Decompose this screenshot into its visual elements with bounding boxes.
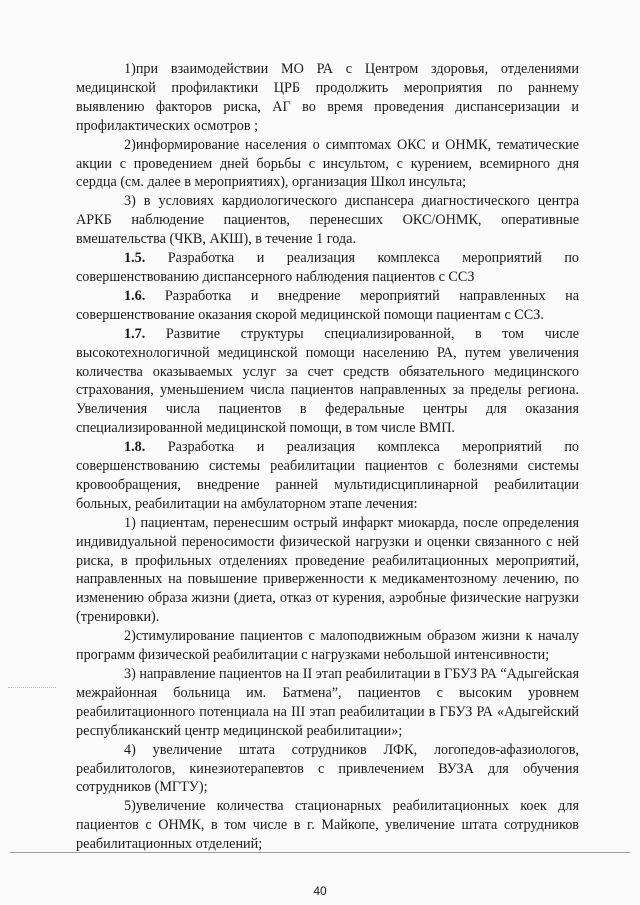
paragraph-1-6: 1.6. Разработка и внедрение мероприятий направленных на совершенствование оказания скорой медицинской помощи пациентам с ССЗ. (76, 287, 580, 323)
scan-artifact (8, 687, 56, 688)
rehab-item-5: 5)увеличение количества стационарных реабилитационных коек для пациентов с ОНМК, в том числе в г. Майкопе, увеличение штата сотрудников реабилитационных отделений; (76, 798, 579, 853)
paragraph-item-2: 2)информирование населения о симптомах ОКС и ОНМК, тематические акции с проведением дней борьбы с инсультом, с курением, всемирного дня сердца (см. далее в мероприятиях), организация Школ инсульта; (76, 136, 579, 191)
section-number: 1.7. (124, 325, 146, 342)
footer-divider (10, 852, 630, 853)
paragraph-1-5: 1.5. Разработка и реализация комплекса мероприятий по совершенствованию диспансерного наблюдения пациентов с ССЗ (76, 250, 580, 285)
paragraph-1-8: 1.8. Разработка и реализация комплекса мероприятий по совершенствованию системы реабилитации пациентов с болезнями системы кровообращения, внедрение ранней мультидисциплинарной реабилитации больных, реабилитации на амбулаторном этапе лечения: (76, 439, 580, 512)
rehab-item-4: 4) увеличение штата сотрудников ЛФК, логопедов-афазиологов, реабилитологов, кинезиотерапевтов с привлечением ВУЗА для обучения сотрудников (МГТУ); (76, 741, 579, 796)
page-number: 40 (313, 884, 327, 898)
section-number: 1.8. (124, 439, 146, 456)
rehab-item-3: 3) направление пациентов на II этап реабилитации в ГБУЗ РА “Адыгейская межрайонная больница им. Батмена”, пациентов с высоким уровнем реабилитационного потенциала на III этап реабилитации в ГБУЗ РА «Адыгейский республиканский центр медицинской реабилитации»; (76, 666, 579, 739)
paragraph-1-7: 1.7. Развитие структуры специализированной, в том числе высокотехнологичной медицинской помощи населению РА, путем увеличения количества оказываемых услуг за счет средств обязательного медицинского страхования, уменьшением числа пациентов направленных за пределы региона. Увеличения числа пациентов в федеральные центры для оказания специализированной медицинской помощи, в том числе ВМП. (76, 325, 579, 437)
paragraph-item-3: 3) в условиях кардиологического диспансера диагностического центра АРКБ наблюдение пациентов, перенесших ОКС/ОНМК, оперативные вмешательства (ЧКВ, АКШ), в течение 1 года. (76, 193, 579, 248)
rehab-item-1: 1) пациентам, перенесшим острый инфаркт миокарда, после определения индивидуальной переносимости физической нагрузки и оценки связанного с ней риска, в профильных отделениях проведение реабилитационных мероприятий, направленных на повышение приверженности к медикаментозному лечению, по изменению образа жизни (диета, отказ от курения, аэробные физические нагрузки (тренировки). (76, 514, 579, 626)
paragraph-item-1: 1)при взаимодействии МО РА с Центром здоровья, отделениями медицинской профилактики ЦРБ продолжить мероприятия по раннему выявлению факторов риска, АГ во время проведения диспансеризации и профилактических осмотров ; (76, 61, 579, 134)
section-number: 1.6. (124, 287, 146, 304)
body-text (76, 60, 579, 854)
rehab-item-2: 2)стимулирование пациентов с малоподвижным образом жизни к началу программ физической реабилитации с нагрузками небольшой интенсивности; (76, 628, 579, 664)
section-number: 1.5. (124, 250, 146, 267)
